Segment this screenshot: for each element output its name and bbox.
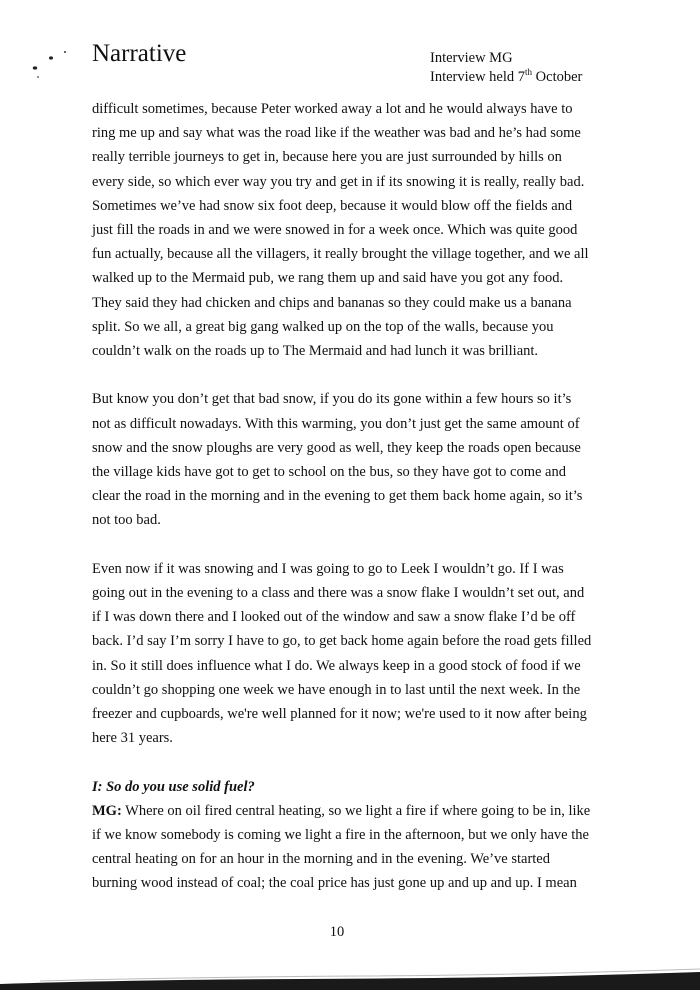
paragraph-2: But know you don’t get that bad snow, if you do its gone within a few hours so it’s not as difficult nowadays. With this warming, you don’t just get the same amount of snow and the snow ploughs are very good as well, they keep the roads open because the village kids have got to get to school on the bus, so they have got to come and clear the road in the morning and in the evening to get them back home again, so it’s not too bad. — [92, 391, 583, 529]
punch-mark-dot — [64, 51, 66, 53]
page-number: 10 — [329, 924, 345, 940]
interviewer-question: I: So do you use solid fuel? — [92, 778, 255, 795]
scan-shadow — [0, 972, 700, 990]
date-suffix: October — [532, 69, 583, 85]
document-title: Narrative — [92, 40, 187, 67]
date-prefix: Interview held 7 — [430, 69, 526, 85]
paragraph-1: difficult sometimes, because Peter worked away a lot and he would always have to ring me up and say what was the road like if the weather was bad and he’s had some really terrible journeys to get in, because here you are just surrounded by hills on every side, so which ever way you try and get in if its snowing it is really, really bad. Sometimes we’ve had snow six foot deep, because it would blow off the fields and just fill the roads in and we were snowed in for a week once. Which was quite good fun actually, because all the villagers, it really brought the village together, and we all walked up to the Mermaid pub, we rang them up and said have you got any food. They said they had chicken and chips and bananas so they could make us a banana split. So we all, a great big gang walked up on the top of the walls, because you couldn’t walk on the roads up to The Mermaid and had lunch it was brilliant. — [92, 101, 589, 360]
date-ordinal: th — [525, 67, 533, 78]
hole-punch-marks — [30, 44, 80, 84]
transcript-body — [92, 97, 592, 896]
punch-mark-lower — [37, 76, 39, 78]
scan-shadow-edge — [0, 960, 700, 990]
speaker-label: MG: — [92, 802, 122, 819]
paragraph-3: Even now if it was snowing and I was going to go to Leek I wouldn’t go. If I was going out in the evening to a class and there was a snow flake I wouldn’t set out, and if I was down there and I looked out of the window and saw a snow flake I’d be off back. I’d say I’m sorry I have to go, to get back home again before the road gets filled in. So it still does influence what I do. We always keep in a good stock of food if we couldn’t go shopping one week we have enough in to last until the next week. In the freezer and cupboards, we're well planned for it now; we're used to it now after being here 31 years. — [92, 560, 592, 747]
interview-label: Interview MG — [430, 50, 513, 66]
answer-text: Where on oil fired central heating, so we light a fire if where going to be in, like if we know somebody is coming we light a fire in the afternoon, but we only have the central heating on for an hour in the morning and in the evening. We’ve started burning wood instead of coal; the coal price has just gone up and up and up. I mean — [92, 802, 591, 892]
punch-mark-left — [33, 66, 37, 69]
interview-date — [430, 68, 582, 87]
punch-mark-upper — [49, 56, 53, 59]
respondent-answer — [92, 799, 592, 896]
interview-meta — [430, 49, 582, 87]
